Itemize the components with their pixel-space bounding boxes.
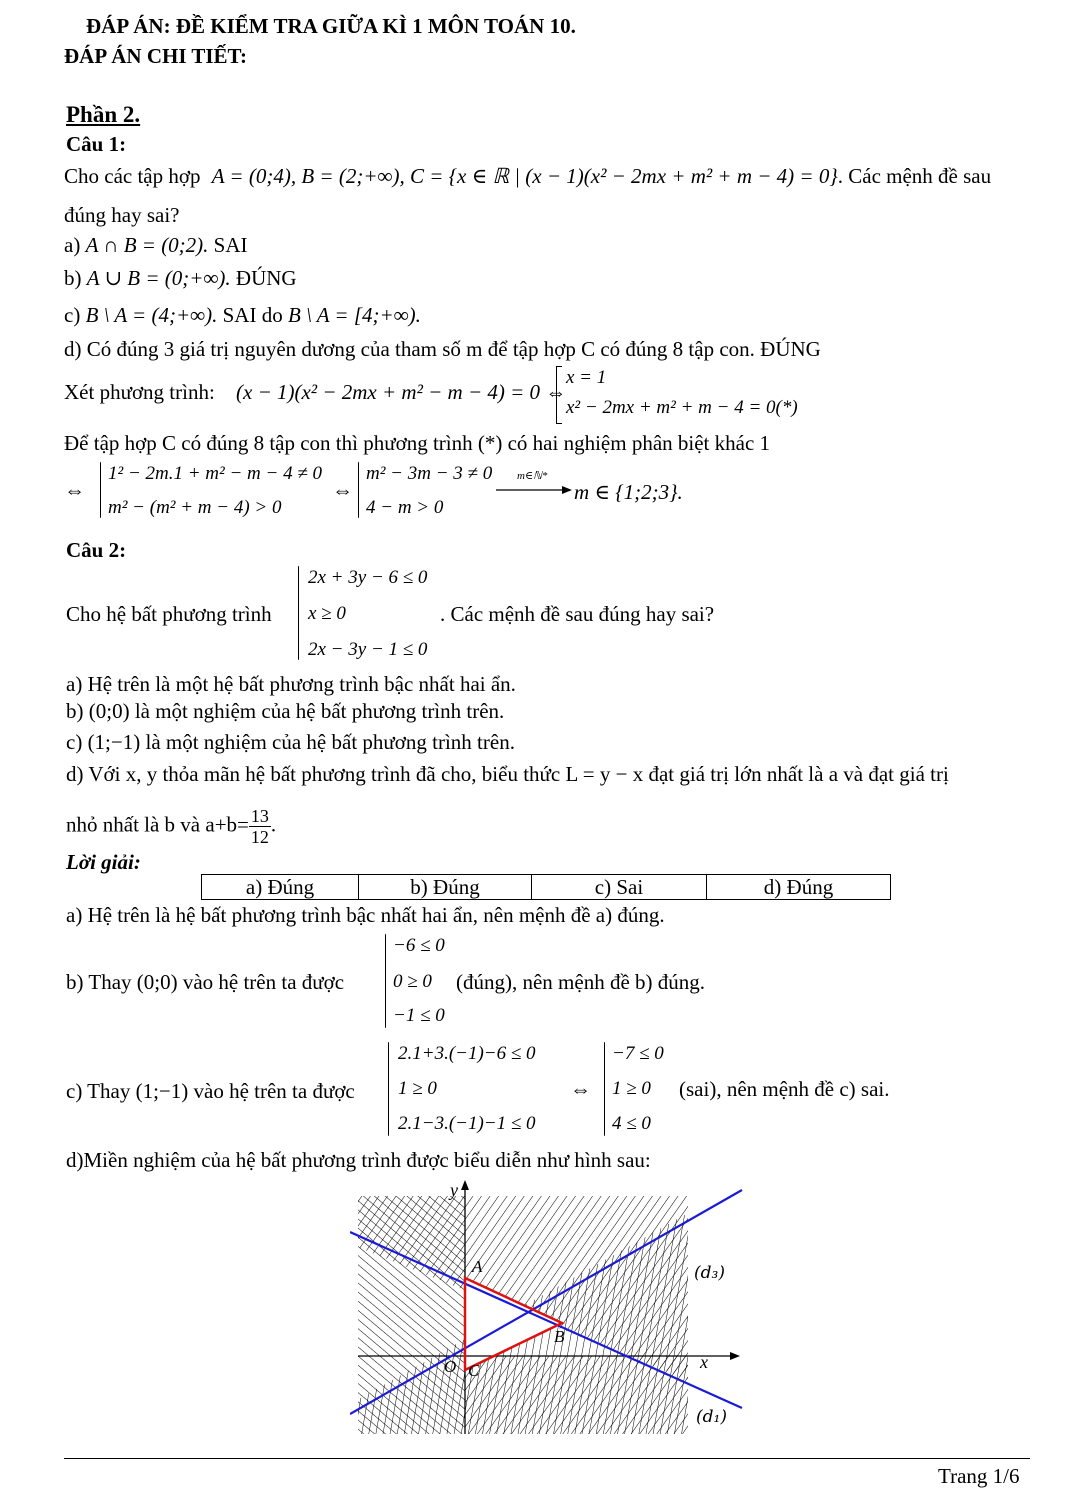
explain-b-post: (đúng), nên mệnh đề b) đúng. bbox=[456, 970, 706, 994]
footer-divider bbox=[64, 1458, 1030, 1459]
q1-system-2-line-1: m² − 3m − 3 ≠ 0 bbox=[366, 463, 493, 484]
q1-system-2-brace bbox=[358, 462, 359, 518]
explain-c-line-1: 2.1+3.(−1)−6 ≤ 0 bbox=[398, 1043, 536, 1064]
q2-intro-cont: . Các mệnh đề sau đúng hay sai? bbox=[440, 602, 715, 626]
x-axis-arrow-icon bbox=[730, 1352, 740, 1360]
explain-b-line-2: 0 ≥ 0 bbox=[393, 971, 432, 992]
q1-system-1-line-1: 1² − 2m.1 + m² − m − 4 ≠ 0 bbox=[108, 463, 323, 484]
answer-b: b) Đúng bbox=[359, 875, 532, 900]
solution-label: Lời giải: bbox=[66, 850, 141, 874]
explain-b-brace bbox=[385, 934, 386, 1028]
q1-iff: ⇔ bbox=[64, 478, 85, 502]
q1-system-1-line-2: m² − (m² + m − 4) > 0 bbox=[108, 497, 282, 518]
q1-label: Câu 1: bbox=[66, 132, 127, 156]
explain-c-result-3: 4 ≤ 0 bbox=[612, 1113, 651, 1134]
explain-c-result-2: 1 ≥ 0 bbox=[612, 1078, 651, 1099]
q1-case-2: x² − 2mx + m² + m − 4 = 0(*) bbox=[566, 397, 798, 418]
q1-solve-equation: (x − 1)(x² − 2mx + m² − m − 4) = 0 ⇔ bbox=[236, 380, 567, 404]
answer-table bbox=[201, 874, 891, 900]
line-d1-label: (d₁) bbox=[696, 1407, 727, 1427]
q1-iff-2: ⇔ bbox=[332, 478, 353, 502]
q1-system-1-brace bbox=[100, 462, 101, 518]
y-axis-label: y bbox=[450, 1180, 458, 1200]
answer-a: a) Đúng bbox=[202, 875, 359, 900]
q1-statement-c: c) B \ A = (4;+∞). SAI do B \ A = [4;+∞). bbox=[64, 303, 421, 327]
point-c-label: C bbox=[468, 1361, 480, 1380]
point-a-label: A bbox=[472, 1257, 483, 1276]
q2-statement-a: a) Hệ trên là một hệ bất phương trình bậc nhất hai ẩn. bbox=[66, 672, 516, 696]
q2-system-brace bbox=[298, 566, 299, 660]
fraction: $\frac{13}{12}$ bbox=[250, 806, 269, 847]
x-axis-label: x bbox=[700, 1352, 708, 1372]
explain-a: a) Hệ trên là hệ bất phương trình bậc nhất hai ẩn, nên mệnh đề a) đúng. bbox=[66, 903, 665, 927]
explain-c-brace-2 bbox=[604, 1042, 605, 1136]
y-axis-arrow-icon bbox=[461, 1180, 469, 1190]
table-row bbox=[202, 875, 891, 900]
doc-subtitle: ĐÁP ÁN CHI TIẾT: bbox=[64, 44, 248, 68]
q2-label: Câu 2: bbox=[66, 538, 127, 562]
q1-arrow-label: m∈ℕ* bbox=[517, 470, 548, 482]
q1-solve-label: Xét phương trình: bbox=[64, 380, 215, 404]
point-b-label: B bbox=[554, 1327, 565, 1346]
explain-c-result-1: −7 ≤ 0 bbox=[612, 1043, 664, 1064]
implies-arrow-icon bbox=[496, 484, 572, 496]
explain-c-line-3: 2.1−3.(−1)−1 ≤ 0 bbox=[398, 1113, 536, 1134]
origin-label: O bbox=[444, 1357, 457, 1376]
q2-intro: Cho hệ bất phương trình bbox=[66, 602, 272, 626]
q1-bracket bbox=[556, 366, 562, 424]
explain-d: d)Miền nghiệm của hệ bất phương trình được biểu diễn như hình sau: bbox=[66, 1148, 651, 1172]
q1-statement-b: b) A ∪ B = (0;+∞). ĐÚNG bbox=[64, 266, 297, 290]
q1-statement-d: d) Có đúng 3 giá trị nguyên dương của tham số m để tập hợp C có đúng 8 tập con. ĐÚNG bbox=[64, 337, 821, 361]
q1-condition: Để tập hợp C có đúng 8 tập con thì phương trình (*) có hai nghiệm phân biệt khác 1 bbox=[64, 431, 771, 455]
q1-system-2-line-2: 4 − m > 0 bbox=[366, 497, 444, 518]
q2-statement-b: b) (0;0) là một nghiệm của hệ bất phương trình trên. bbox=[66, 699, 505, 723]
page-number: Trang 1/6 bbox=[938, 1464, 1020, 1488]
q1-intro-cont: đúng hay sai? bbox=[64, 203, 180, 227]
line-d3-label: (d₃) bbox=[694, 1263, 725, 1283]
explain-c-line-2: 1 ≥ 0 bbox=[398, 1078, 437, 1099]
q2-system-line-3: 2x − 3y − 1 ≤ 0 bbox=[308, 639, 428, 660]
explain-c-pre: c) Thay (1;−1) vào hệ trên ta được bbox=[66, 1079, 355, 1103]
solution-region-figure bbox=[350, 1176, 750, 1438]
explain-b-line-3: −1 ≤ 0 bbox=[393, 1005, 445, 1026]
explain-c-brace-1 bbox=[388, 1042, 389, 1136]
q2-statement-c: c) (1;−1) là một nghiệm của hệ bất phương trình trên. bbox=[66, 730, 515, 754]
explain-b-line-1: −6 ≤ 0 bbox=[393, 935, 445, 956]
q2-system-line-2: x ≥ 0 bbox=[308, 603, 346, 624]
doc-title: ĐÁP ÁN: ĐỀ KIỂM TRA GIỮA KÌ 1 MÔN TOÁN 10. bbox=[86, 14, 576, 38]
q2-statement-d: d) Với x, y thỏa mãn hệ bất phương trình đã cho, biểu thức L = y − x đạt giá trị lớn nhất là a và đạt giá trị bbox=[66, 762, 949, 786]
hatched-regions bbox=[350, 1176, 750, 1438]
explain-c-iff: ⇔ bbox=[570, 1077, 591, 1101]
explain-b-pre: b) Thay (0;0) vào hệ trên ta được bbox=[66, 970, 345, 994]
answer-d: d) Đúng bbox=[707, 875, 891, 900]
answer-c: c) Sai bbox=[532, 875, 707, 900]
section-heading: Phần 2. bbox=[66, 102, 141, 127]
q2-statement-d-cont: nhỏ nhất là b và a+b= $\frac{13}{12}$ . bbox=[66, 806, 277, 847]
q1-result: m ∈ {1;2;3}. bbox=[574, 480, 683, 504]
q2-system-line-1: 2x + 3y − 6 ≤ 0 bbox=[308, 567, 428, 588]
q1-case-1: x = 1 bbox=[566, 367, 607, 388]
explain-c-post: (sai), nên mệnh đề c) sai. bbox=[679, 1077, 890, 1101]
q1-statement-a: a) A ∩ B = (0;2). SAI bbox=[64, 233, 248, 257]
q1-intro: Cho các tập hợp A = (0;4), B = (2;+∞), C = {x ∈ ℝ | (x − 1)(x² − 2mx + m² + m − 4) = 0}. Các mệnh đề sau bbox=[64, 164, 992, 188]
